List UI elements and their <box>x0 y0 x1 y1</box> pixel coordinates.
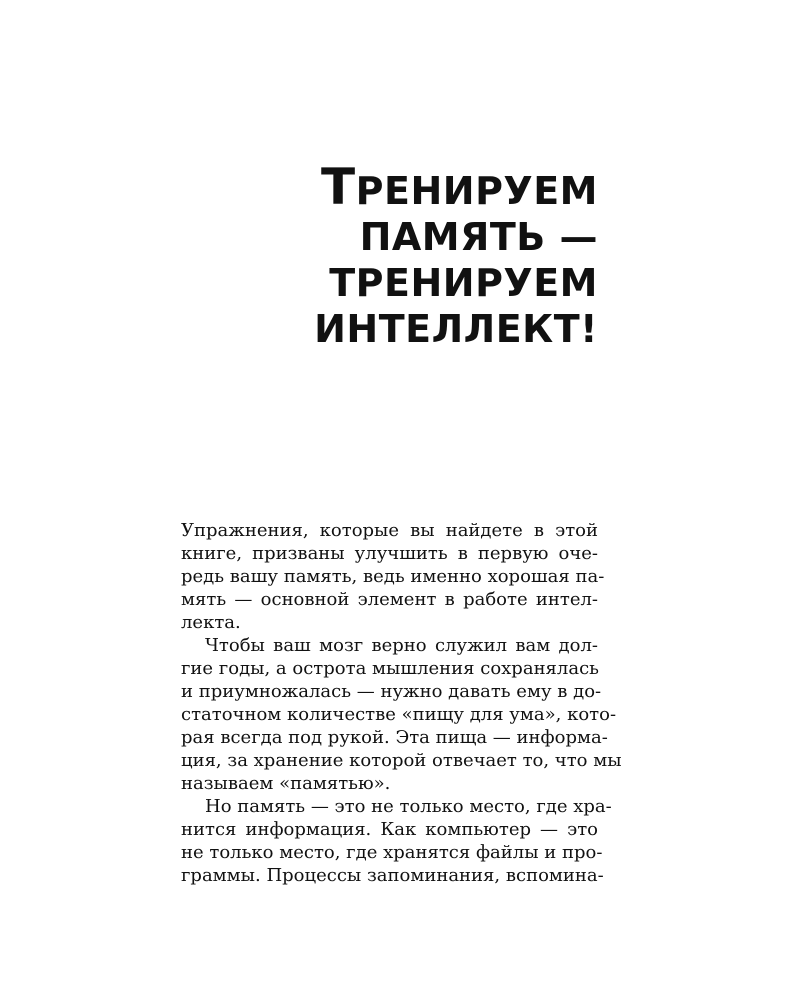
chapter-title-drop-letter: Т <box>321 158 356 216</box>
text-line: рая всегда под рукой. Эта пища — информа- <box>181 727 608 748</box>
chapter-title-line-3: ТРЕНИРУЕМ <box>329 261 598 305</box>
text-line: называем «памятью». <box>181 773 391 794</box>
text-line: мять — основной элемент в работе интел- <box>181 589 598 610</box>
paragraph-3 <box>181 795 612 887</box>
chapter-title-line-1-rest: РЕНИРУЕМ <box>355 169 598 213</box>
chapter-title-line-1 <box>300 158 598 216</box>
text-line: гие годы, а острота мышления сохранялась <box>181 658 599 679</box>
text-line: Чтобы ваш мозг верно служил вам дол- <box>205 635 598 656</box>
text-line: редь вашу память, ведь именно хорошая па- <box>181 566 605 587</box>
text-line: лекта. <box>181 612 241 633</box>
text-line: Но память — это не только место, где хра- <box>205 796 612 817</box>
text-line: статочном количестве «пищу для ума», кото- <box>181 704 617 725</box>
text-line: нится информация. Как компьютер — это <box>181 819 598 840</box>
text-line: и приумножалась — нужно давать ему в до- <box>181 681 602 702</box>
text-line: Упражнения, которые вы найдете в этой <box>181 520 598 541</box>
text-line: ция, за хранение которой отвечает то, что мы <box>181 750 622 771</box>
chapter-title <box>300 158 598 352</box>
paragraph-2 <box>181 634 622 795</box>
body-text <box>181 519 622 887</box>
text-line: не только место, где хранятся файлы и про- <box>181 842 603 863</box>
paragraph-1 <box>181 519 605 634</box>
chapter-title-line-4: ИНТЕЛЛЕКТ! <box>314 307 598 351</box>
text-line: граммы. Процессы запоминания, вспомина- <box>181 865 604 886</box>
chapter-title-line-2: ПАМЯТЬ — <box>359 215 598 259</box>
text-line: книге, призваны улучшить в первую оче- <box>181 543 598 564</box>
